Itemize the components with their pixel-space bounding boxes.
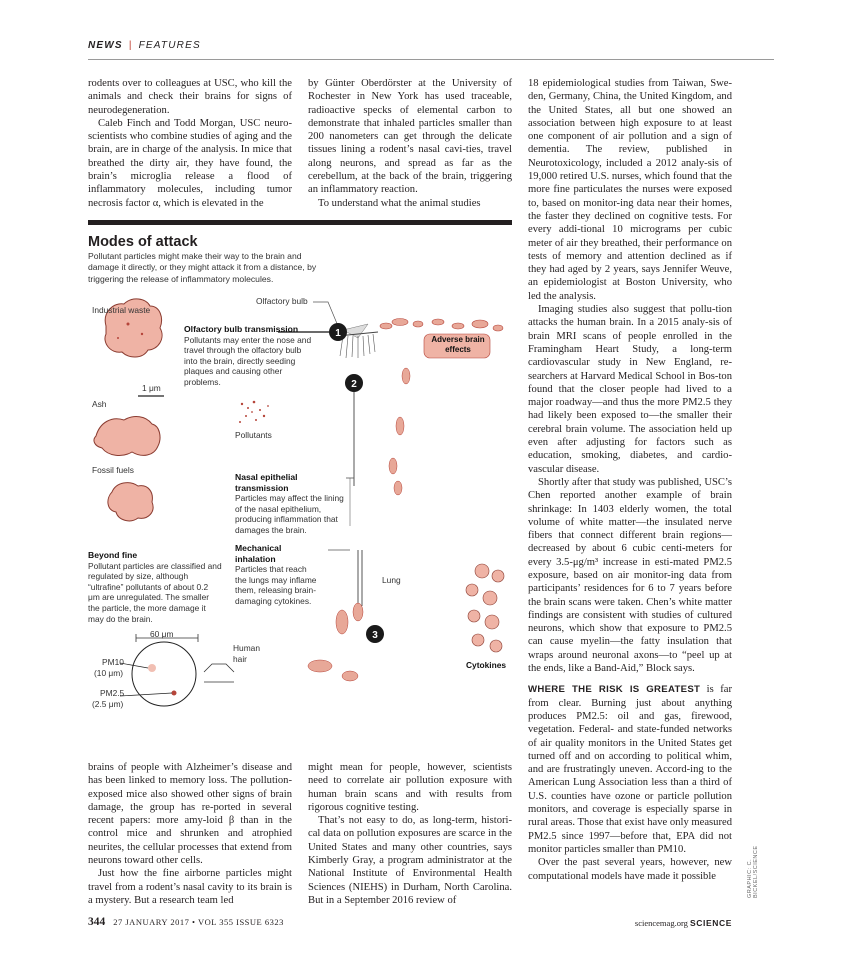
label-lung: Lung (382, 575, 401, 585)
cytokine-cells (466, 564, 504, 652)
paragraph: Caleb Finch and Todd Morgan, USC neuro-scientists who combine studies of aging and the brain, are in charge of the analysis. In mice that breathed the dirty air, they have found, the brain’s microglia release a flood of inflammatory molecules, including tumor necrosis factor α, which is elevated in the (88, 117, 292, 209)
top-column-2 (308, 77, 512, 210)
label-cytokines: Cytokines (466, 660, 507, 670)
step3-title: Mechanical inhalation (235, 543, 282, 564)
label-pm10: PM10 (102, 657, 124, 667)
label-pollutants: Pollutants (235, 430, 272, 440)
paragraph: To understand what the animal studies (318, 197, 481, 209)
lung-clusters (308, 603, 363, 681)
page-number: 344 (88, 916, 106, 928)
figure-title: Modes of attack (88, 234, 198, 250)
figure-modes-of-attack (88, 226, 518, 756)
step2-caption (235, 472, 351, 536)
beyond-fine-title: Beyond fine (88, 550, 138, 560)
page-footer (88, 916, 732, 930)
top-column-1 (88, 77, 292, 210)
label-pm25: PM2.5 (100, 688, 125, 698)
pm10-dot (148, 664, 156, 672)
paragraph: brains of people with Alzheimer’s disease and has been linked to memory loss. The pollution-exposed mice also showed other signs of brain damage, the group has re-ported in several recent papers: more amy-loid β than in the control mice and shrunken and atrophied neurites, the cellular processes that extend from neurons toward other cells. (88, 762, 292, 867)
subsection-label: FEATURES (138, 40, 201, 51)
label-pm25-size: (2.5 μm) (92, 699, 124, 709)
paragraph (528, 683, 732, 856)
label-ash: Ash (92, 399, 107, 409)
footer-right (635, 918, 732, 928)
header-separator: | (128, 40, 133, 51)
beyond-fine-caption (88, 550, 222, 624)
label-60um: 60 μm (150, 629, 174, 639)
label-scale: 1 μm (142, 383, 161, 393)
paragraph: Shortly after that study was published, USC’s Chen reported another example of brain shrinkage: In 1403 elderly women, the total volume of white matter—the insulated nerve fibers that connect different brain regions—decreased by about 6 cubic centi-meters for every 3.5-μg/m³ increase in esti-mated PM2.5 exposure, based on air monitor-ing data from participants’ residences for 6 to 7 years before the brain scans were taken. Chen’s white matter findings are consistent with studies of cultured neurons, which show that exposure to PM2.5 can cause myelin—the fatty insulation that wraps around neuronal axons—to “peel up at the ends, like a Band-Aid,” Block says. (528, 476, 732, 675)
right-column (528, 77, 732, 883)
hair-circle (132, 642, 196, 706)
paragraph: by Günter Oberdörster at the University of Rochester in New York has used traceable, radioactive specks of elemental carbon to demonstrate that inhaled particles smaller than 200 nanometers can get through the delicate tissues lining a rodent’s nasal cavi-ties, travel along neurons, and spread as far as the cerebellum, at the back of the brain, triggering an inflammatory reaction. (308, 78, 512, 196)
paragraph: 18 epidemiological studies from Taiwan, Swe-den, Germany, China, the United Kingdom, and the United States, all but one showed an association between high exposure to at least one component of air pollution and a sign of dementia. The review, published in Neurotoxicology, included a 2012 analy-sis of 19,000 retired U.S. nurses, which found that the more fine particulates the nurses were exposed to, based on monitor-ing data near their homes, the faster they declined on cognitive tests. For every addi-tional 10 micrograms per cubic meter of air they breathed, their performance on tests of memory and attention declined as if they had aged by 2 years, says Jennifer Weuve, an epidemiologist at Boston University, who led the analysis. (528, 78, 732, 302)
step3-text: Particles that reach the lungs may inflame them, releasing brain-damaging cytokines. (235, 564, 317, 606)
journal-name: SCIENCE (690, 918, 732, 928)
label-adverse-effects: Adverse brain effects (431, 335, 485, 354)
section-lead: WHERE THE RISK IS GREATEST (528, 684, 701, 696)
label-olfactory-bulb: Olfactory bulb (256, 296, 308, 306)
step2-text: Particles may affect the lining of the nasal epithelium, producing inflammation that damages the brain. (235, 493, 344, 535)
paragraph: Imaging studies also suggest that pollu-tion attacks the human brain. In a 2015 analy-sis of brain MRI scans of people enrolled in the Framingham Heart Study, a long-term cardiovascular study in New England, re-searchers at Harvard Medical School in Bos-ton found that the closer people had lived to a major roadway—and thus the more PM2.5 they had likely been exposed to—the smaller their cerebral brain volume. The association held up even after adjusting for factors such as education, smoking, diabetes, and cardio-vascular disease. (528, 304, 732, 475)
particle-clusters (389, 368, 410, 495)
pm25-dot (172, 691, 177, 696)
step1-text: Pollutants may enter the nose and travel through the olfactory bulb into the brain, directly seeding plaques and causing other problems. (184, 334, 312, 387)
bottom-column-1 (88, 761, 292, 907)
pollutant-dots (239, 401, 269, 423)
step3-caption (235, 543, 319, 607)
step1-caption (184, 324, 314, 388)
section-label: NEWS (88, 40, 123, 51)
step1-title: Olfactory bulb transmission (184, 324, 299, 334)
label-fossil-fuels: Fossil fuels (92, 465, 134, 475)
paragraph: Just how the fine airborne particles might travel from a rodent’s nasal cavity to its brain is a mystery. But a research team led (88, 868, 292, 906)
label-pm10-size: (10 μm) (94, 668, 124, 678)
label-industrial-waste: Industrial waste (92, 305, 151, 315)
paragraph-text: is far from clear. Burning just about anything produces PM2.5: oil and gas, firewood, vegetation. Federal- and state-funded networks of air quality monitors in the United States get turned off and on according to political whim, and are frustratingly uneven. Accord-ing to the American Lung Association less than a third of U.S. counties have ozone or particle pollution monitors, and coverage is especially sparse in rural areas. Those that exist have only measured PM2.5 since 1997—before that, EPA did not monitor particles smaller than PM10. (528, 684, 732, 855)
beyond-fine-text: Pollutant particles are classified and regulated by size, although “ultrafine” pollutants of about 0.2 μm are unregulated. The smaller the particle, the more damage it may do the brain. (88, 560, 222, 624)
paragraph: might mean for people, however, scientists need to correlate air pollution exposure with human brain scans and with results from rigorous cognitive testing. (308, 762, 512, 813)
running-header (88, 40, 774, 60)
bottom-column-2 (308, 761, 512, 907)
fossil-fuel-particle (108, 483, 153, 521)
label-human-hair: Human hair (233, 643, 260, 664)
step-number-3: 3 (372, 630, 378, 641)
figure-top-rule (88, 220, 512, 225)
paragraph: Over the past several years, however, new computational models have made it possible (528, 857, 732, 882)
paragraph: rodents over to colleagues at USC, who kill the animals and check their brains for signs of neurodegeneration. (88, 78, 292, 116)
step-number-2: 2 (351, 379, 357, 390)
step-number-1: 1 (335, 328, 341, 339)
site-url: sciencemag.org (634, 918, 688, 928)
olfactory-leader (313, 302, 338, 326)
hair-icon (204, 664, 234, 682)
adverse-cluster (380, 319, 503, 332)
issue-info: 27 JANUARY 2017 • VOL 355 ISSUE 6323 (113, 917, 284, 927)
graphic-credit: GRAPHIC: C. BICKEL/SCIENCE (747, 845, 759, 898)
ash-particle (94, 417, 160, 456)
paragraph: That’s not easy to do, as long-term, histori-cal data on pollution exposures are scarce in the United States and many other countries, says Kimberly Gray, a program administrator at the National Institute of Environmental Health Sciences (NIEHS) in Durham, North Carolina. But in a September 2016 review of (308, 815, 512, 906)
step2-title: Nasal epithelial transmission (235, 472, 298, 493)
figure-subtitle: Pollutant particles might make their way to the brain and damage it directly, or they might attack it from a distance, by triggering the release of inflammatory molecules. (88, 251, 317, 284)
